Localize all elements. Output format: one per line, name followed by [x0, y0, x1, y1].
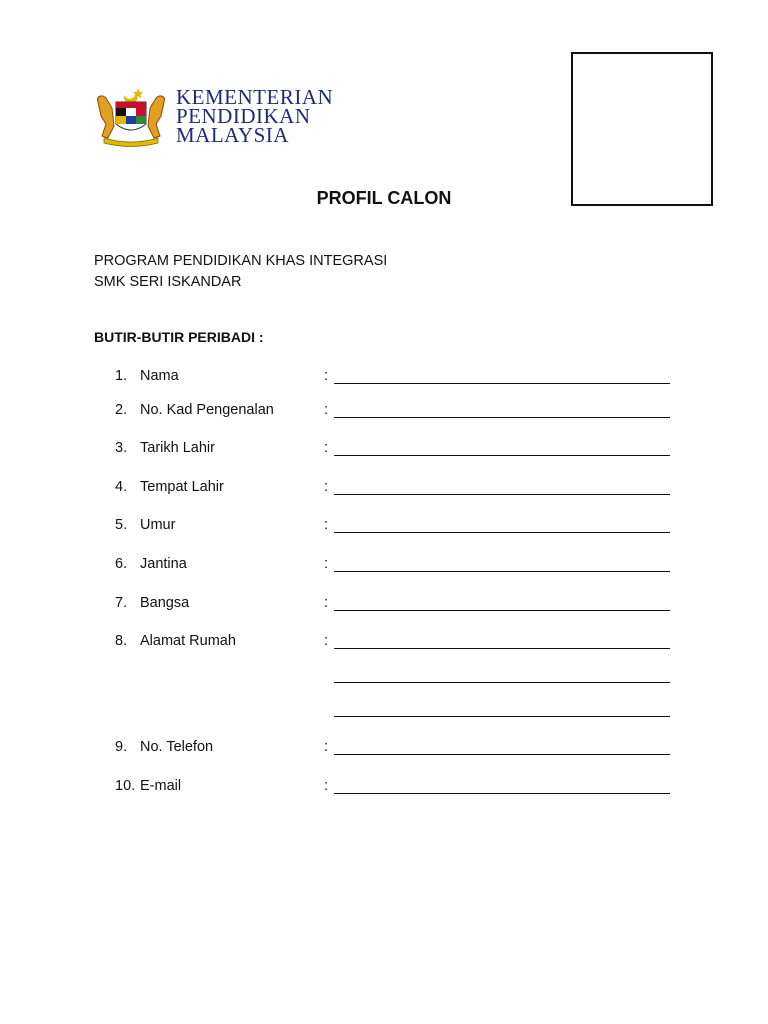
field-label: Alamat Rumah	[140, 633, 236, 649]
field-number: 3.	[115, 440, 128, 456]
field-number: 5.	[115, 517, 128, 533]
section-title: BUTIR-BUTIR PERIBADI :	[94, 329, 264, 345]
address-line-2[interactable]	[334, 682, 670, 683]
field-colon: :	[324, 739, 329, 755]
school-name: SMK SERI ISKANDAR	[94, 274, 242, 290]
field-number: 1.	[115, 368, 128, 384]
field-colon: :	[324, 595, 329, 611]
field-blank-line[interactable]	[334, 455, 670, 456]
field-colon: :	[324, 556, 329, 572]
field-blank-line[interactable]	[334, 532, 670, 533]
field-number: 6.	[115, 556, 128, 572]
field-blank-line[interactable]	[334, 417, 670, 418]
field-colon: :	[324, 402, 329, 418]
field-colon: :	[324, 517, 329, 533]
field-label: Jantina	[140, 556, 187, 572]
field-label: Tarikh Lahir	[140, 440, 215, 456]
program-name: PROGRAM PENDIDIKAN KHAS INTEGRASI	[94, 253, 388, 269]
ministry-name	[176, 85, 334, 147]
field-blank-line[interactable]	[334, 494, 670, 495]
ministry-line-1: KEMENTERIAN	[176, 85, 334, 109]
field-blank-line[interactable]	[334, 610, 670, 611]
field-blank-line[interactable]	[334, 648, 670, 649]
address-line-3[interactable]	[334, 716, 670, 717]
field-colon: :	[324, 479, 329, 495]
field-label: E-mail	[140, 778, 182, 794]
ministry-line-3: MALAYSIA	[176, 123, 289, 147]
field-colon: :	[324, 440, 329, 456]
field-label: No. Kad Pengenalan	[140, 402, 274, 418]
field-number: 10.	[115, 778, 136, 794]
field-number: 7.	[115, 595, 128, 611]
field-label: Nama	[140, 368, 179, 384]
field-colon: :	[324, 633, 329, 649]
ministry-line-2: PENDIDIKAN	[176, 104, 311, 128]
page-title: PROFIL CALON	[316, 188, 452, 208]
field-colon: :	[324, 778, 329, 794]
field-blank-line[interactable]	[334, 793, 670, 794]
field-label: Umur	[140, 517, 176, 533]
field-label: No. Telefon	[140, 739, 214, 755]
program-info	[94, 251, 387, 293]
field-blank-line[interactable]	[334, 571, 670, 572]
field-number: 8.	[115, 633, 128, 649]
field-blank-line[interactable]	[334, 754, 670, 755]
field-number: 2.	[115, 402, 128, 418]
photo-box	[571, 52, 713, 206]
field-number: 4.	[115, 479, 128, 495]
field-label: Tempat Lahir	[140, 479, 224, 495]
field-blank-line[interactable]	[334, 383, 670, 384]
field-label: Bangsa	[140, 595, 190, 611]
field-number: 9.	[115, 739, 128, 755]
coat-of-arms-icon	[94, 86, 168, 148]
field-colon: :	[324, 368, 329, 384]
